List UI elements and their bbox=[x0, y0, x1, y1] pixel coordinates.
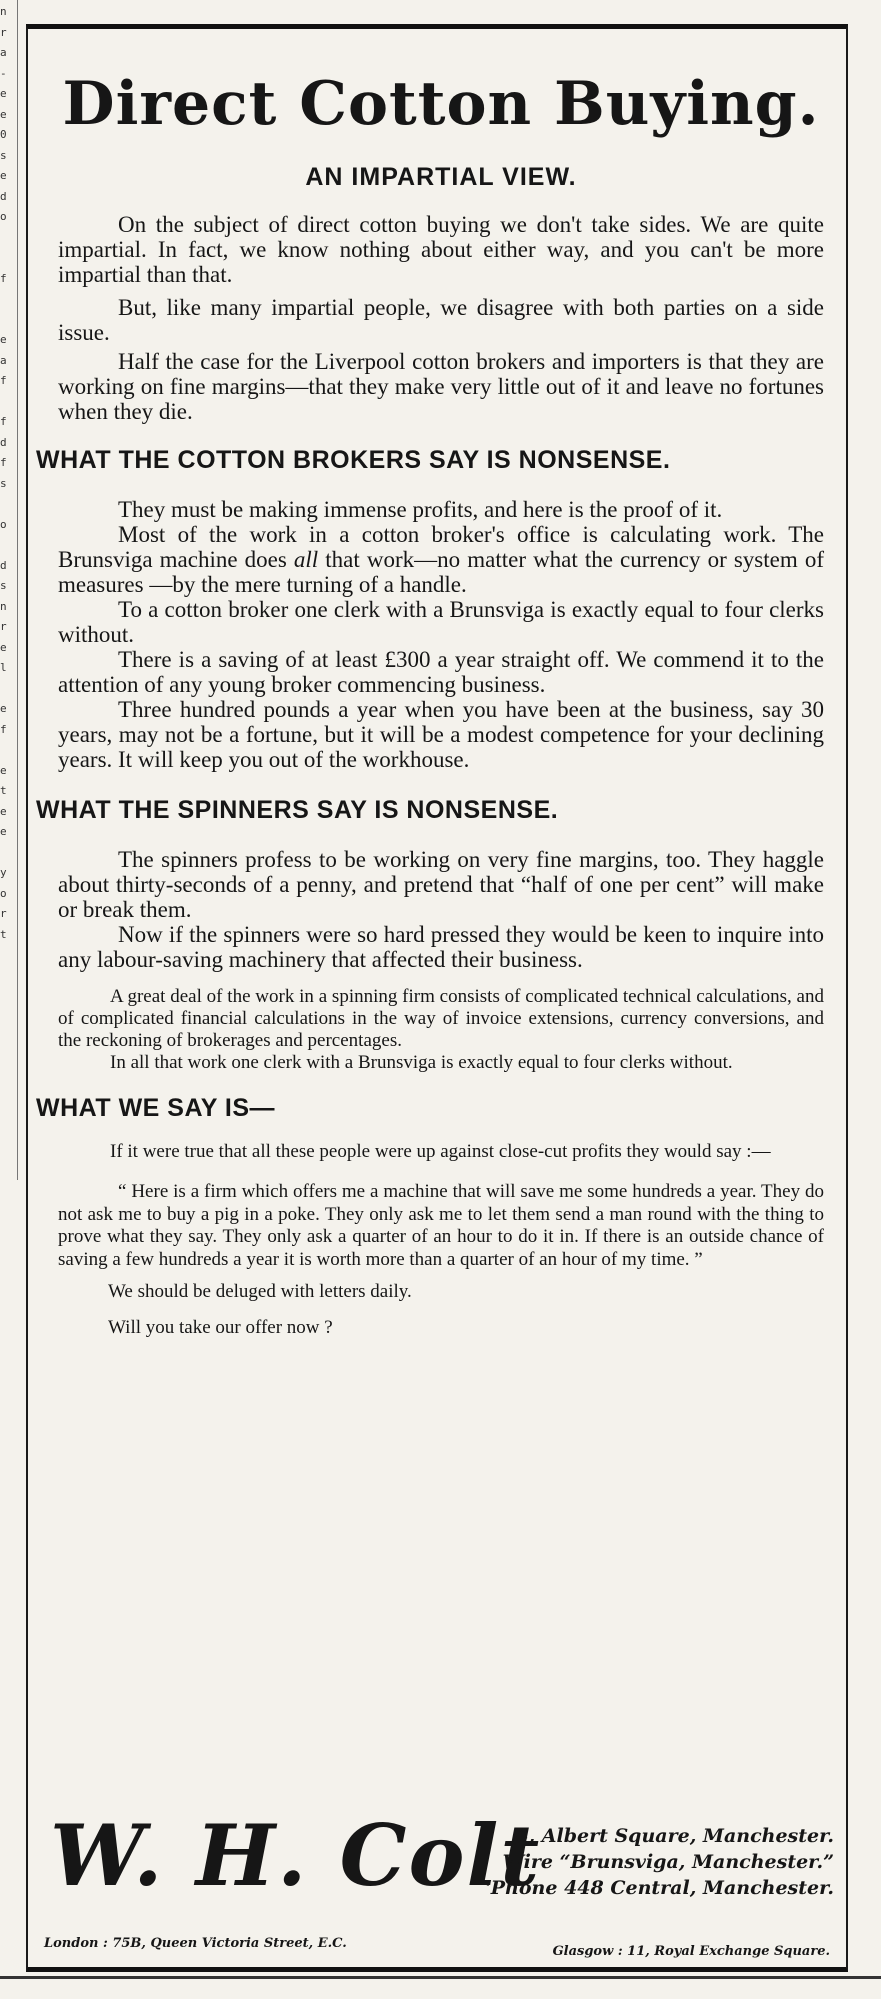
body-paragraph: If it were true that all these people were up against close-cut profits they would say :— bbox=[110, 1141, 771, 1162]
advertisement-frame bbox=[26, 24, 848, 1972]
address-line: 4, Albert Square, Manchester. bbox=[515, 1825, 834, 1847]
adjacent-column-fragment bbox=[0, 0, 16, 1182]
gutter-letter: f bbox=[0, 271, 7, 285]
gutter-letter: y bbox=[0, 866, 7, 879]
body-paragraph: They must be making immense profits, and here is the proof of it. bbox=[118, 497, 723, 522]
gutter-letter: o bbox=[0, 517, 7, 531]
company-logo: W. H. Colt bbox=[50, 1806, 542, 1905]
gutter-letter bbox=[0, 679, 16, 700]
body-paragraph: There is a saving of at least £300 a year straight off. We commend it to the attention of any young broker commencing business. bbox=[58, 647, 824, 697]
gutter-letter: r bbox=[0, 25, 7, 39]
body-paragraph: Now if the spinners were so hard pressed they would be keen to inquire into any labour-saving machinery that affected their business. bbox=[58, 922, 824, 972]
testimonial-quote bbox=[58, 1181, 824, 1271]
gutter-letter: f bbox=[0, 722, 7, 736]
telegram-line: Wire “Brunsviga, Manchester.” bbox=[502, 1851, 834, 1873]
headline: Direct Cotton Buying. bbox=[62, 69, 820, 139]
intro-paragraph: But, like many impartial people, we disagree with both parties on a side issue. bbox=[58, 295, 824, 345]
gutter-letter: - bbox=[0, 66, 7, 80]
gutter-letter: a bbox=[0, 353, 7, 367]
gutter-letter bbox=[0, 945, 16, 966]
gutter-letter: e bbox=[0, 702, 7, 715]
glasgow-address: Glasgow : 11, Royal Exchange Square. bbox=[552, 1944, 830, 1959]
phone-line: 'Phone 448 Central, Manchester. bbox=[484, 1877, 834, 1899]
section-heading-spinners: WHAT THE SPINNERS SAY IS NONSENSE. bbox=[36, 796, 559, 824]
gutter-letter: t bbox=[0, 927, 7, 941]
body-paragraph: The spinners profess to be working on very fine margins, too. They haggle about thirty-seconds of a penny, and pretend that “half of one per cent” will make or break them. bbox=[58, 847, 824, 922]
gutter-letter bbox=[0, 228, 16, 249]
gutter-letter: s bbox=[0, 148, 7, 162]
gutter-letter bbox=[0, 986, 16, 1007]
gutter-letter: e bbox=[0, 87, 7, 100]
text-run: that work—no matter what the currency or system of measures —by the mere turning of a handle. bbox=[58, 547, 824, 597]
gutter-letter: e bbox=[0, 107, 7, 121]
gutter-letter: f bbox=[0, 456, 7, 469]
gutter-letter: e bbox=[0, 825, 7, 838]
gutter-letter: e bbox=[0, 169, 7, 182]
small-print bbox=[58, 986, 824, 1074]
gutter-letter bbox=[0, 535, 16, 556]
gutter-letter bbox=[0, 289, 16, 310]
gutter-letter: o bbox=[0, 210, 7, 223]
advertiser-footer bbox=[38, 1806, 836, 1961]
subheadline: AN IMPARTIAL VIEW. bbox=[305, 163, 577, 191]
gutter-letter: n bbox=[0, 599, 7, 613]
gutter-letter: e bbox=[0, 763, 7, 777]
gutter-letter: s bbox=[0, 476, 7, 490]
intro-section bbox=[58, 212, 824, 424]
gutter-letter bbox=[0, 248, 16, 269]
section-brokers bbox=[58, 497, 824, 772]
gutter-letter: t bbox=[0, 784, 7, 797]
gutter-letter: a bbox=[0, 46, 7, 59]
gutter-letter bbox=[0, 392, 16, 413]
section-spinners bbox=[58, 847, 824, 1074]
emphasis: all bbox=[293, 547, 319, 572]
gutter-letter bbox=[0, 740, 16, 761]
column-divider bbox=[17, 0, 18, 1180]
intro-paragraph: Half the case for the Liverpool cotton brokers and importers is that they are working on fine margins—that they make very little out of it and leave no fortunes when they die. bbox=[58, 349, 824, 424]
closing-line: We should be deluged with letters daily. bbox=[108, 1281, 412, 1302]
gutter-letter: e bbox=[0, 333, 7, 346]
closing-question: Will you take our offer now ? bbox=[108, 1317, 333, 1338]
advertisement-body bbox=[36, 29, 824, 1339]
body-paragraph: A great deal of the work in a spinning firm consists of complicated technical calculations, and of complicated financial calculations in the way of invoice extensions, currency conversions, and the reckoning of brokerages and percentages. bbox=[58, 986, 824, 1051]
gutter-letter: d bbox=[0, 558, 7, 572]
gutter-letter bbox=[0, 843, 16, 864]
gutter-letter: l bbox=[0, 661, 7, 674]
gutter-letter: r bbox=[0, 620, 7, 633]
gutter-letter bbox=[0, 494, 16, 515]
section-heading-brokers: WHAT THE COTTON BROKERS SAY IS NONSENSE. bbox=[36, 446, 671, 474]
body-paragraph: Three hundred pounds a year when you have been at the business, say 30 years, may not be a fortune, but it will be a modest competence for your declining years. It will keep you out of the workhouse. bbox=[58, 697, 824, 772]
gutter-letter: n bbox=[0, 5, 7, 18]
section-heading-we-say: WHAT WE SAY IS— bbox=[36, 1094, 276, 1122]
text-run: Most of the work in a cotton broker's office is calculating work. The Brunsviga machine does bbox=[58, 522, 824, 572]
section-we-say bbox=[58, 1141, 824, 1163]
gutter-letter: 0 bbox=[0, 128, 7, 141]
quote-paragraph: “ Here is a firm which offers me a machine that will save me some hundreds a year. They do not ask me to buy a pig in a poke. They only ask me to let them send a man round with the thing to prove what they say. They only ask a quarter of an hour to do it in. If there is an outside chance of saving a few hundreds a year it is worth more than a quarter of an hour of my time. ” bbox=[58, 1181, 824, 1270]
gutter-letter: d bbox=[0, 435, 7, 449]
gutter-letter: e bbox=[0, 640, 7, 654]
gutter-letter bbox=[0, 310, 16, 331]
gutter-letter: f bbox=[0, 374, 7, 387]
page-rule bbox=[0, 1976, 881, 1979]
gutter-letter: e bbox=[0, 804, 7, 818]
body-paragraph: To a cotton broker one clerk with a Brunsviga is exactly equal to four clerks without. bbox=[58, 597, 824, 647]
manchester-address bbox=[485, 1823, 834, 1901]
gutter-letter: o bbox=[0, 886, 7, 900]
body-paragraph: In all that work one clerk with a Brunsviga is exactly equal to four clerks without. bbox=[110, 1052, 733, 1073]
gutter-letter: f bbox=[0, 415, 7, 428]
body-paragraph bbox=[58, 522, 824, 597]
gutter-letter: d bbox=[0, 189, 7, 203]
intro-paragraph: On the subject of direct cotton buying we don't take sides. We are quite impartial. In fact, we know nothing about either way, and you can't be more impartial than that. bbox=[58, 212, 824, 287]
gutter-letter: r bbox=[0, 907, 7, 920]
gutter-letter: s bbox=[0, 579, 7, 592]
gutter-letter bbox=[0, 966, 16, 987]
london-address: London : 75B, Queen Victoria Street, E.C. bbox=[44, 1936, 347, 1951]
